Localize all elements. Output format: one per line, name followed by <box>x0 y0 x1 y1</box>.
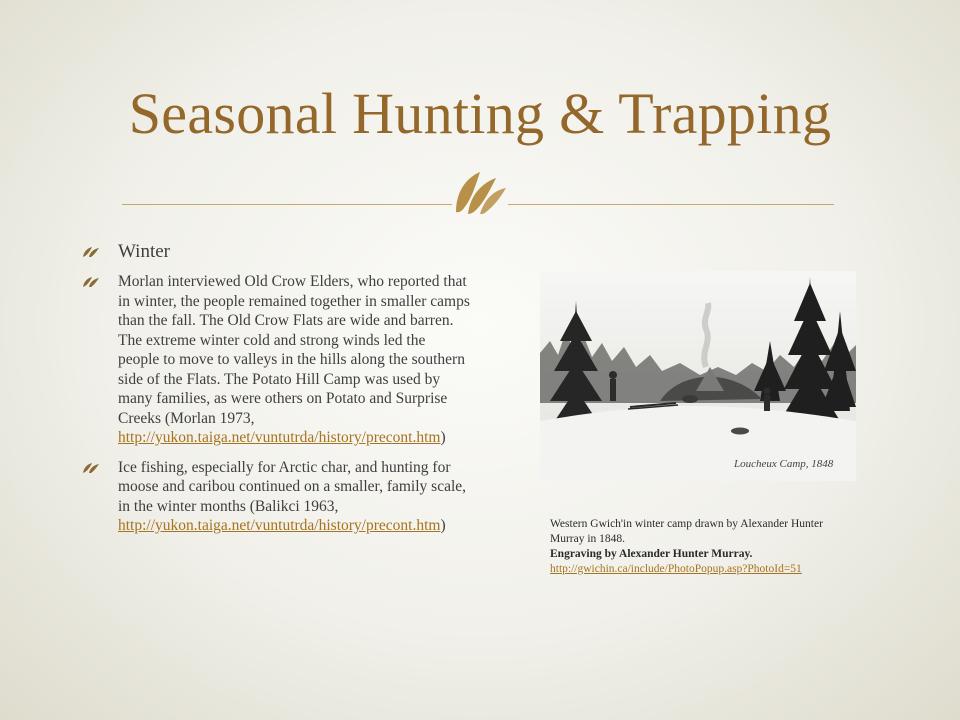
leaf-bullet-icon <box>82 462 100 474</box>
paragraph-end: ) <box>440 517 446 534</box>
double-leaf-ornament-icon <box>450 168 510 218</box>
title-divider-left <box>122 204 452 205</box>
paragraph-text: Ice fishing, especially for Arctic char, and hunting for moose and caribou continued on a smaller, family scale, in the winter months (Balikci 1963, <box>118 458 467 515</box>
image-caption <box>550 517 830 577</box>
slide-title: Seasonal Hunting & Trapping <box>128 81 832 146</box>
leaf-bullet-icon <box>82 246 100 258</box>
paragraph-end: ) <box>440 429 446 446</box>
paragraph-text: Morlan interviewed Old Crow Elders, who reported that in winter, the people remained together in smaller camps than the fall. The Old Crow Flats are wide and barren. The extreme winter cold and strong winds led the people to move to valleys in the hills along the southern side of the Flats. The Potato Hill Camp was used by many families, as were others on Potato and Surprise Creeks (Morlan 1973, <box>118 273 470 427</box>
content-list <box>80 240 470 546</box>
list-item <box>80 272 470 448</box>
leaf-bullet-icon <box>82 276 100 288</box>
caption-line: Western Gwich'in winter camp drawn by Alexander Hunter Murray in 1848. <box>550 518 823 545</box>
source-link[interactable]: http://yukon.taiga.net/vuntutrda/history/precont.htm <box>118 429 441 446</box>
winter-camp-engraving <box>540 271 856 481</box>
source-link[interactable]: http://yukon.taiga.net/vuntutrda/history/precont.htm <box>118 517 441 534</box>
section-heading: Winter <box>118 241 170 262</box>
list-item <box>80 240 470 264</box>
title-divider-right <box>508 204 834 205</box>
list-item <box>80 458 470 536</box>
engraving-inscription: Loucheux Camp, 1848 <box>734 458 834 470</box>
caption-source-link[interactable]: http://gwichin.ca/include/PhotoPopup.asp?PhotoId=51 <box>550 563 802 575</box>
caption-credit: Engraving by Alexander Hunter Murray. <box>550 548 753 560</box>
engraving-image <box>540 271 856 481</box>
